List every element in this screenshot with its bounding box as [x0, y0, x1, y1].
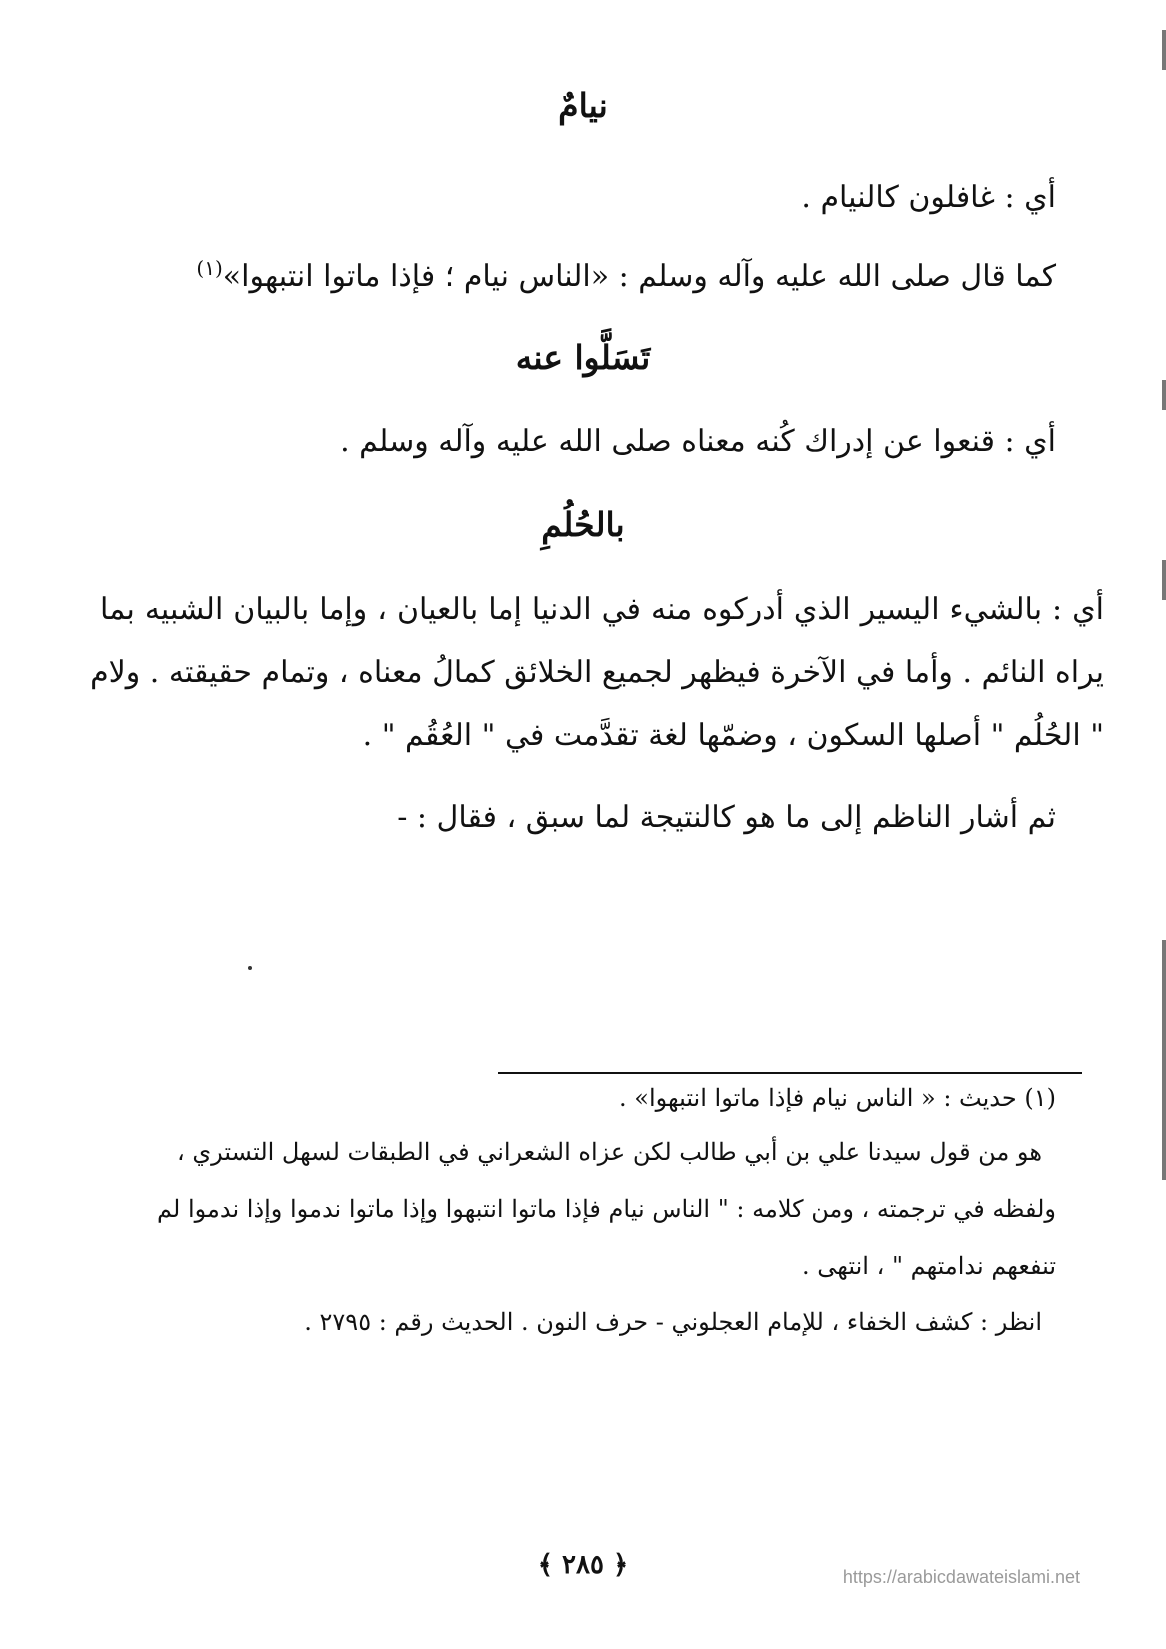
footnote-line: ولفظه في ترجمته ، ومن كلامه : " الناس نيام فإذا ماتوا انتبهوا وإذا ماتوا ندموا وإذا ندموا لم [157, 1195, 1056, 1223]
body-line: أي : غافلون كالنيام . [801, 180, 1056, 215]
body-line [196, 256, 1056, 294]
footnote-line: هو من قول سيدنا علي بن أبي طالب لكن عزاه الشعراني في الطبقات لسهل التستري ، [177, 1138, 1042, 1166]
footnote-line: تنفعهم ندامتهم " ، انتهى . [802, 1252, 1056, 1280]
body-line: أي : بالشيء اليسير الذي أدركوه منه في الدنيا إما بالعيان ، وإما بالبيان الشبيه بما [100, 592, 1104, 627]
body-line: يراه النائم . وأما في الآخرة فيظهر لجميع الخلائق كمالُ معناه ، وتمام حقيقته . ولام [90, 655, 1104, 690]
scan-edge-mark [1162, 380, 1166, 410]
verse-heading: بالحُلُمِ [541, 505, 625, 544]
verse-heading: تَسَلَّوا عنه [515, 338, 651, 377]
scan-edge-mark [1162, 30, 1166, 70]
page-number: ﴿ ٢٨٥ ﴾ [537, 1550, 629, 1580]
speck [248, 966, 252, 970]
scan-edge-mark [1162, 560, 1166, 600]
footnote-line: انظر : كشف الخفاء ، للإمام العجلوني - حرف النون . الحديث رقم : ٢٧٩٥ . [304, 1308, 1042, 1336]
body-line: ثم أشار الناظم إلى ما هو كالنتيجة لما سبق ، فقال : - [397, 800, 1056, 835]
scan-edge-mark [1162, 940, 1166, 1180]
watermark-url: https://arabicdawateislami.net [842, 1567, 1080, 1587]
footnote-separator [498, 1072, 1082, 1074]
verse-heading: نيامٌ [558, 86, 608, 125]
body-line: " الحُلُم " أصلها السكون ، وضمّها لغة تقدَّمت في " العُقُم " . [362, 718, 1104, 753]
footnote-reference: (١) [196, 256, 223, 280]
body-text: كما قال صلى الله عليه وآله وسلم : «الناس نيام ؛ فإذا ماتوا انتبهوا» [222, 259, 1056, 294]
footnote-line: (١) حديث : « الناس نيام فإذا ماتوا انتبهوا» . [619, 1084, 1056, 1112]
body-line: أي : قنعوا عن إدراك كُنه معناه صلى الله عليه وآله وسلم . [340, 424, 1056, 459]
